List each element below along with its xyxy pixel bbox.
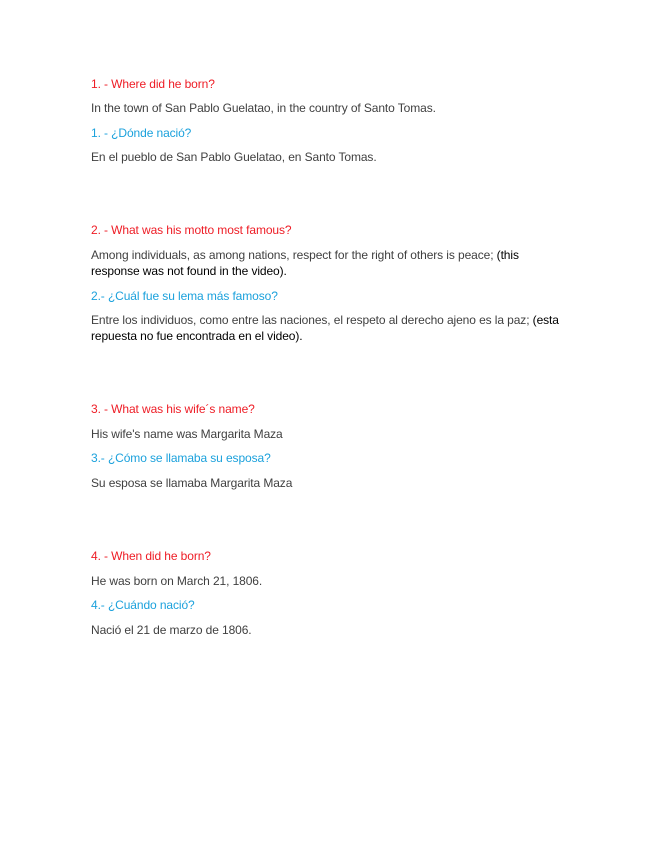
- answer-2-en: Among individuals, as among nations, respect for the right of others is peace;: [91, 248, 494, 262]
- question-2-en: 2. - What was his motto most famous?: [91, 223, 292, 237]
- answer-3-es: Su esposa se llamaba Margarita Maza: [91, 476, 293, 490]
- question-2-es: 2.- ¿Cuál fue su lema más famoso?: [91, 289, 278, 303]
- question-4-en: 4. - When did he born?: [91, 549, 211, 563]
- answer-4-en: He was born on March 21, 1806.: [91, 574, 263, 588]
- answer-2-es-note: (esta repuesta no fue encontrada en el video).: [91, 313, 559, 343]
- answer-2-es: Entre los individuos, como entre las naciones, el respeto al derecho ajeno es la paz;: [91, 313, 530, 327]
- question-1-es: 1. - ¿Dónde nació?: [91, 126, 192, 140]
- answer-3-en: His wife's name was Margarita Maza: [91, 427, 283, 441]
- answer-2-es-paragraph: [91, 312, 561, 344]
- answer-1-es: En el pueblo de San Pablo Guelatao, en Santo Tomas.: [91, 150, 377, 164]
- answer-2-en-paragraph: [91, 247, 561, 279]
- question-1-en: 1. - Where did he born?: [91, 77, 215, 91]
- answer-1-en: In the town of San Pablo Guelatao, in the country of Santo Tomas.: [91, 101, 436, 115]
- question-4-es: 4.- ¿Cuándo nació?: [91, 598, 195, 612]
- question-3-en: 3. - What was his wife´s name?: [91, 402, 255, 416]
- answer-2-en-note: (this response was not found in the video).: [91, 248, 519, 278]
- answer-4-es: Nació el 21 de marzo de 1806.: [91, 623, 252, 637]
- question-3-es: 3.- ¿Cómo se llamaba su esposa?: [91, 451, 271, 465]
